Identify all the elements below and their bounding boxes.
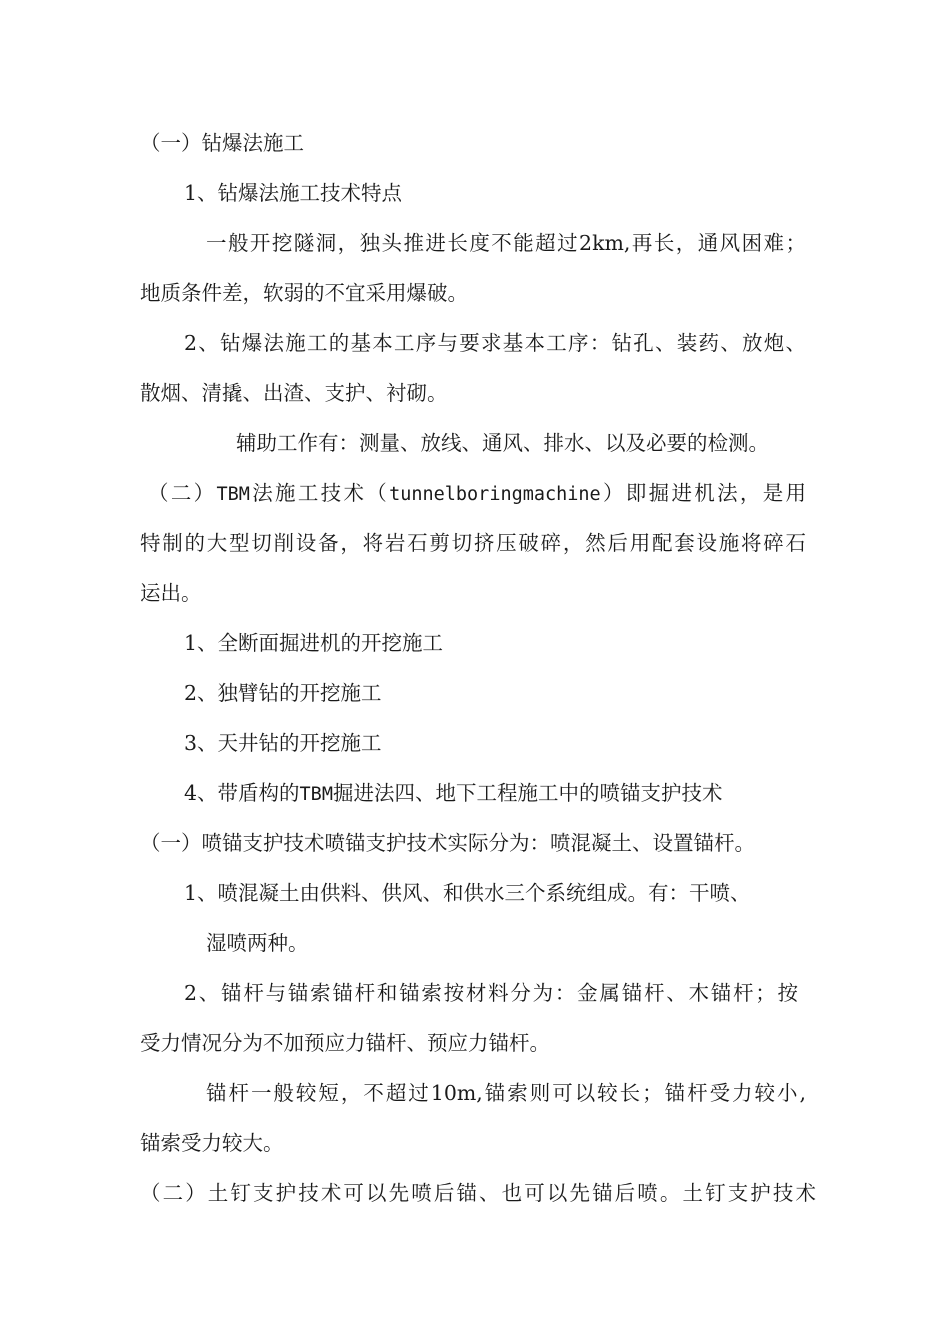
list-item-text: 掘进法四、地下工程施工中的喷锚支护技术 (332, 781, 723, 805)
heading-shotcrete-anchor: （一）喷锚支护技术喷锚支护技术实际分为：喷混凝土、设置锚杆。 (140, 831, 755, 855)
paragraph-line: 地质条件差，软弱的不宜采用爆破。 (140, 281, 468, 305)
paragraph-line: 受力情况分为不加预应力锚杆、预应力锚杆。 (140, 1031, 550, 1055)
list-item: 2、锚杆与锚索锚杆和锚索按材料分为：金属锚杆、木锚杆；按 (184, 981, 798, 1005)
tbm-abbreviation: TBM (216, 484, 250, 505)
tbm-full-name: tunnelboringmachine (389, 484, 601, 505)
heading-soil-nail: （二）土钉支护技术可以先喷后锚、也可以先锚后喷。土钉支护技术 (140, 1181, 816, 1205)
subheading-drill-blast-procedures: 2、钻爆法施工的基本工序与要求基本工序：钻孔、装药、放炮、 (184, 331, 806, 355)
heading-text: ）即掘进机法，是用 (600, 481, 807, 505)
heading-prefix: （二） (148, 481, 217, 505)
heading-tbm (148, 479, 806, 509)
heading-text: 法施工技术（ (249, 481, 390, 505)
list-item (184, 779, 722, 809)
list-item: 2、独臂钻的开挖施工 (184, 681, 382, 705)
list-item: 1、喷混凝土由供料、供风、和供水三个系统组成。有：干喷、 (184, 881, 751, 905)
list-item: 1、全断面掘进机的开挖施工 (184, 631, 444, 655)
paragraph-line: 湿喷两种。 (206, 931, 309, 955)
list-item-prefix: 4、带盾构的 (184, 781, 300, 805)
list-item: 3、天井钻的开挖施工 (184, 731, 382, 755)
paragraph-line: 锚杆一般较短，不超过10m,锚索则可以较长；锚杆受力较小, (206, 1081, 806, 1105)
tbm-abbreviation: TBM (299, 784, 333, 805)
heading-drill-blast: （一）钻爆法施工 (140, 131, 304, 155)
subheading-drill-blast-features: 1、钻爆法施工技术特点 (184, 181, 403, 205)
paragraph-line: 一般开挖隧洞，独头推进长度不能超过2km,再长，通风困难； (206, 231, 806, 255)
paragraph-line: 锚索受力较大。 (140, 1131, 284, 1155)
paragraph-line: 辅助工作有：测量、放线、通风、排水、以及必要的检测。 (236, 431, 769, 455)
paragraph-line: 运出。 (140, 581, 202, 605)
paragraph-line: 特制的大型切削设备，将岩石剪切挤压破碎，然后用配套设施将碎石 (140, 531, 806, 555)
paragraph-line: 散烟、清撬、出渣、支护、衬砌。 (140, 381, 448, 405)
